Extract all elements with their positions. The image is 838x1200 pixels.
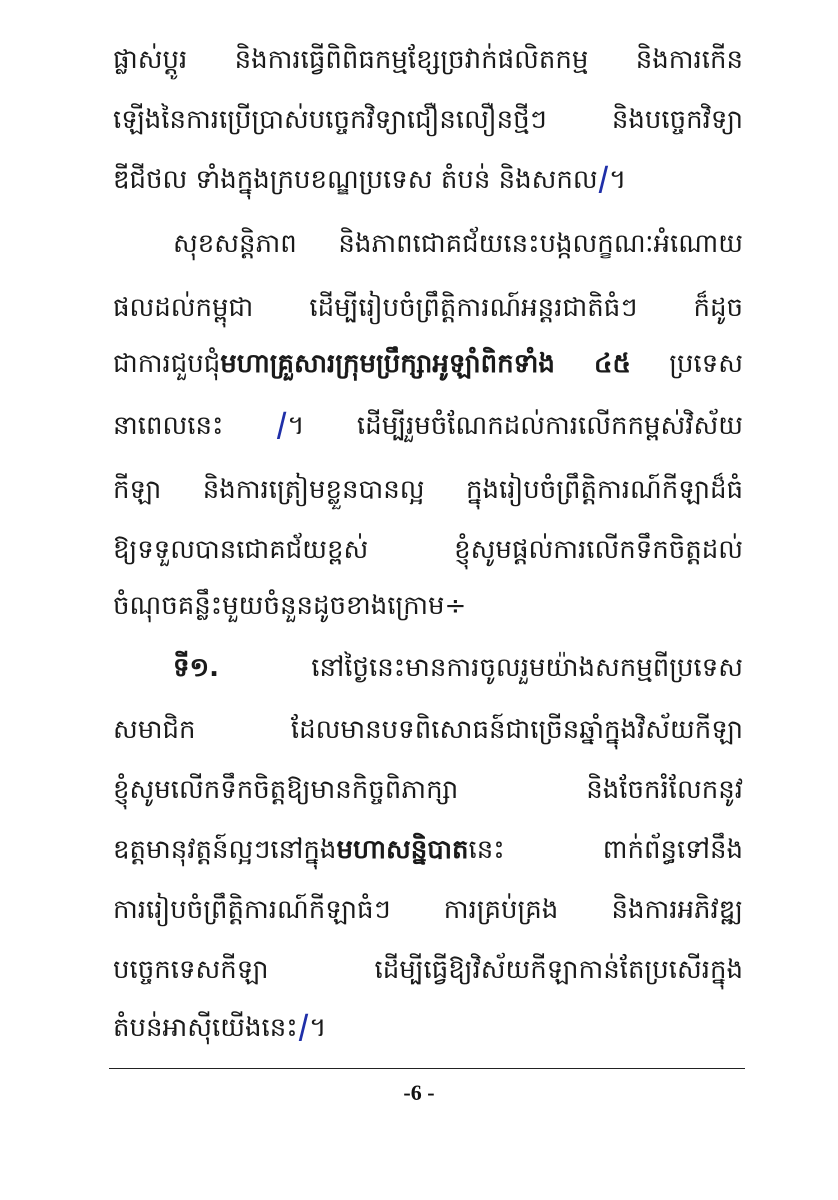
pause-mark: / bbox=[298, 1009, 309, 1047]
text-line: ផលដល់កម្ពុជា ដើម្បីរៀបចំព្រឹត្តិការណ៍អន្តរជាតិធំៗ ក៏ដូច bbox=[113, 293, 743, 323]
paragraph-start: ទី១. នៅថ្ងៃនេះមានការចូលរួមយ៉ាងសកម្មពីប្រទេស bbox=[173, 653, 743, 683]
khmer-period: ។ bbox=[309, 1013, 327, 1043]
text-line: ឱ្យទទួលបានជោគជ័យខ្ពស់ ខ្ញុំសូមផ្តល់ការលើកទឹកចិត្តដល់ bbox=[113, 535, 743, 565]
text-line: ឡើងនៃការប្រើប្រាស់បច្ចេកវិទ្យាជឿនលឿនថ្មីៗ និងបច្ចេកវិទ្យា bbox=[113, 105, 743, 135]
text-line: សមាជិក ដែលមានបទពិសោធន៍ជាច្រើនឆ្នាំក្នុងវិស័យកីឡា bbox=[113, 715, 743, 745]
text-line: ខ្ញុំសូមលើកទឹកចិត្តឱ្យមានកិច្ចពិភាក្សា និងចែករំលែកនូវ bbox=[113, 775, 743, 805]
khmer-period: ។ bbox=[609, 165, 627, 195]
text-line: ការរៀបចំព្រឹត្តិការណ៍កីឡាធំៗ ការគ្រប់គ្រង និងការអភិវឌ្ឍ bbox=[113, 895, 743, 925]
text-line: តំបន់អាស៊ីយើងនេះ/។ bbox=[113, 1008, 743, 1048]
bold-phrase: មហាសន្និបាត bbox=[336, 835, 469, 865]
text-line: ចំណុចគន្លឹះមួយចំនួនដូចខាងក្រោម÷ bbox=[113, 591, 467, 621]
text-line: ឧត្តមានុវត្តន៍ល្អៗនៅក្នុងមហាសន្និបាតនេះ ពាក់ព័ន្ធទៅនឹង bbox=[113, 835, 743, 865]
text-line: ផ្លាស់ប្តូរ និងការធ្វើពិពិធកម្មខ្សែច្រវាក់ផលិតកម្ម និងការកើន bbox=[113, 45, 743, 75]
page-number: -6 - bbox=[403, 1080, 435, 1105]
footer-divider bbox=[109, 1068, 745, 1069]
text-line: បច្ចេកទេសកីឡា ដើម្បីធ្វើឱ្យវិស័យកីឡាកាន់តែប្រសើរក្នុង bbox=[113, 955, 743, 985]
bold-phrase: មហាគ្រួសារក្រុមប្រឹក្សាអូឡាំពិកទាំង ៤៥ bbox=[220, 349, 631, 379]
text-line: នាពេលនេះ /។ ដើម្បីរួមចំណែកដល់ការលើកកម្ពស់វិស័យ bbox=[113, 406, 743, 446]
section-number: ទី១. bbox=[173, 653, 220, 683]
text-line: ជាការជួបជុំមហាគ្រួសារក្រុមប្រឹក្សាអូឡាំពិកទាំង ៤៥ ប្រទេស bbox=[113, 349, 743, 379]
text-line: ឌីជីថល ទាំងក្នុងក្របខណ្ឌប្រទេស តំបន់ និងសកល/។ bbox=[113, 160, 743, 200]
pause-mark: / bbox=[276, 407, 287, 445]
pause-mark: / bbox=[598, 161, 609, 199]
paragraph-start: សុខសន្តិភាព និងភាពជោគជ័យនេះបង្កលក្ខណៈអំណោយ bbox=[173, 229, 743, 259]
text-line: កីឡា និងការត្រៀមខ្លួនបានល្អ ក្នុងរៀបចំព្រឹត្តិការណ៍កីឡាដ៏ធំ bbox=[113, 475, 743, 505]
